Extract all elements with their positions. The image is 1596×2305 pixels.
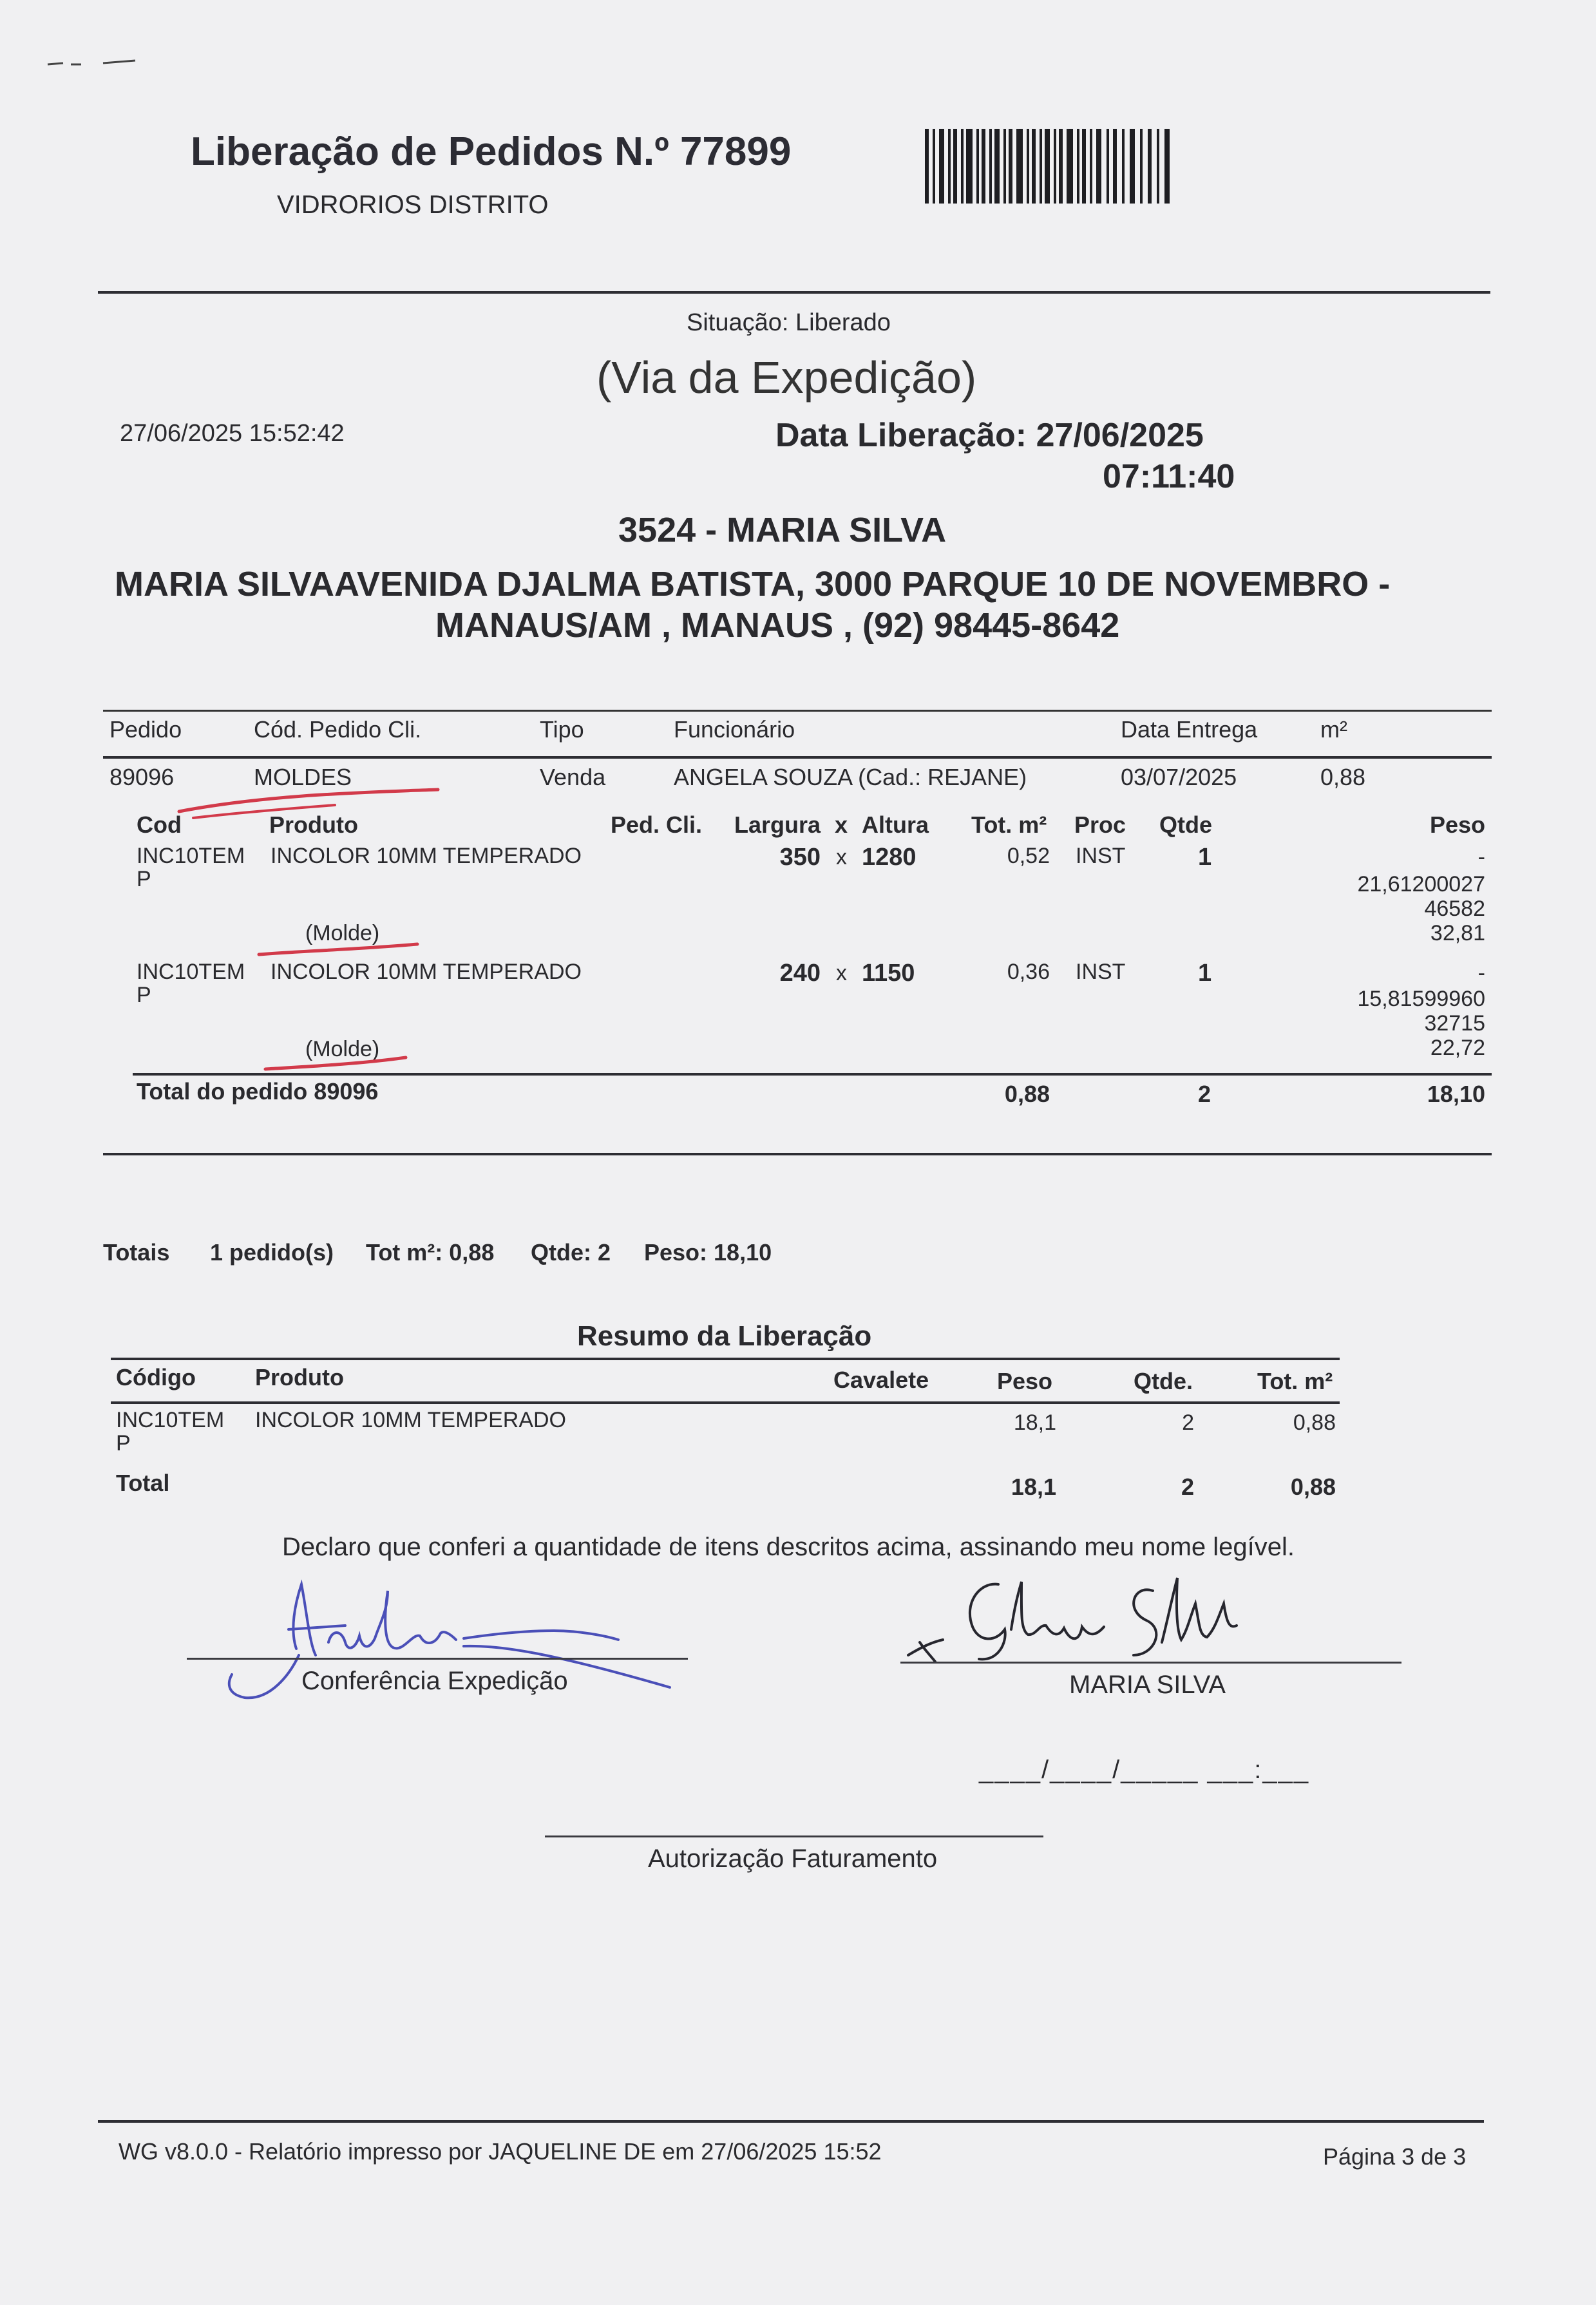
order-pedido-value: 89096 — [109, 764, 175, 790]
item-qtde: 1 — [1198, 844, 1212, 871]
release-time: 07:11:40 — [1103, 458, 1235, 495]
item-note: (Molde) — [305, 1037, 380, 1061]
order-data-entrega-value: 03/07/2025 — [1121, 764, 1237, 790]
items-col-produto: Produto — [269, 811, 358, 838]
items-col-proc: Proc — [1074, 811, 1126, 838]
customer-address-line1: MARIA SILVAAVENIDA DJALMA BATISTA, 3000 PARQUE 10 DE NOVEMBRO - — [115, 565, 1391, 603]
item-cod-line2: P — [137, 867, 151, 891]
left-signature-label: Conferência Expedição — [301, 1667, 568, 1695]
col-cod-pedido-cli: Cód. Pedido Cli. — [254, 716, 422, 743]
summary-col-peso: Peso — [997, 1368, 1053, 1394]
summary-col-tot-m2: Tot. m² — [1257, 1368, 1333, 1394]
printed-datetime: 27/06/2025 15:52:42 — [120, 420, 345, 447]
order-table-header-rule — [103, 756, 1492, 759]
footer-print-info: WG v8.0.0 - Relatório impresso por JAQUELINE DE em 27/06/2025 15:52 — [119, 2138, 882, 2165]
item-cod-line2: P — [137, 983, 151, 1007]
order-total-peso: 18,10 — [1427, 1081, 1485, 1107]
order-table-top-rule — [103, 710, 1492, 712]
summary-qtde: 2 — [1182, 1410, 1194, 1435]
item-cod-line1: INC10TEM — [137, 960, 245, 984]
item-peso-line2: 21,61200027 — [1357, 872, 1485, 896]
items-col-peso: Peso — [1430, 811, 1486, 838]
summary-codigo-line2: P — [116, 1431, 131, 1456]
items-col-ped-cli: Ped. Cli. — [611, 811, 703, 838]
company-name: VIDRORIOS DISTRITO — [277, 191, 549, 219]
header-divider — [98, 291, 1490, 294]
summary-total-label: Total — [116, 1470, 170, 1496]
col-pedido: Pedido — [109, 716, 182, 743]
items-bottom-rule — [103, 1153, 1492, 1155]
item-peso-line4: 22,72 — [1430, 1036, 1485, 1060]
right-signature-label: MARIA SILVA — [1069, 1671, 1226, 1699]
items-col-cod: Cod — [137, 811, 182, 838]
totals-m2: Tot m²: 0,88 — [366, 1239, 495, 1266]
barcode-icon — [925, 129, 1170, 204]
items-col-altura: Altura — [862, 811, 929, 838]
item-x: x — [836, 961, 847, 985]
totals-label: Totais — [103, 1239, 170, 1266]
summary-col-cavalete: Cavalete — [833, 1367, 929, 1393]
item-tot-m2: 0,52 — [1007, 844, 1050, 868]
order-cod-cli-value: MOLDES — [254, 764, 352, 790]
item-qtde: 1 — [1198, 960, 1212, 987]
item-proc: INST — [1076, 844, 1126, 868]
order-tipo-value: Venda — [540, 764, 606, 790]
right-handwritten-signature — [902, 1565, 1262, 1681]
red-pen-underline-molde-2 — [263, 1050, 411, 1076]
authorization-label: Autorização Faturamento — [648, 1845, 938, 1873]
item-peso-line1: - — [1477, 845, 1485, 869]
item-tot-m2: 0,36 — [1007, 960, 1050, 984]
totals-qtde: Qtde: 2 — [531, 1239, 611, 1266]
summary-total-tot-m2: 0,88 — [1290, 1474, 1336, 1500]
summary-col-qtde: Qtde. — [1134, 1368, 1193, 1394]
item-produto: INCOLOR 10MM TEMPERADO — [271, 844, 582, 868]
order-total-qtde: 2 — [1198, 1081, 1211, 1107]
col-data-entrega: Data Entrega — [1121, 716, 1258, 743]
item-produto: INCOLOR 10MM TEMPERADO — [271, 960, 582, 984]
item-proc: INST — [1076, 960, 1126, 984]
col-tipo: Tipo — [540, 716, 584, 743]
totals-pedidos: 1 pedido(s) — [210, 1239, 334, 1266]
summary-title: Resumo da Liberação — [577, 1320, 872, 1352]
document-title: Liberação de Pedidos N.º 77899 — [191, 129, 792, 174]
footer-page-number: Página 3 de 3 — [1323, 2143, 1467, 2170]
summary-total-peso: 18,1 — [1011, 1474, 1056, 1500]
order-total-m2: 0,88 — [1004, 1081, 1050, 1107]
item-largura: 240 — [779, 960, 821, 987]
summary-produto: INCOLOR 10MM TEMPERADO — [255, 1408, 567, 1432]
release-date: Data Liberação: 27/06/2025 — [775, 417, 1204, 454]
status-text: Situação: Liberado — [687, 309, 891, 336]
red-pen-underline-molde-1 — [256, 935, 424, 961]
items-col-qtde: Qtde — [1159, 811, 1213, 838]
totals-peso: Peso: 18,10 — [644, 1239, 772, 1266]
items-col-tot-m2: Tot. m² — [971, 811, 1047, 838]
right-signature-line — [900, 1662, 1401, 1664]
item-peso-line2: 15,81599960 — [1357, 987, 1485, 1011]
item-peso-line3: 46582 — [1424, 896, 1485, 921]
summary-top-rule — [111, 1358, 1340, 1360]
item-peso-line1: - — [1477, 961, 1485, 985]
item-altura: 1280 — [862, 844, 917, 871]
summary-col-codigo: Código — [116, 1364, 196, 1390]
item-largura: 350 — [779, 844, 821, 871]
declaration-text: Declaro que conferi a quantidade de itens descritos acima, assinando meu nome legível. — [282, 1533, 1295, 1561]
items-total-rule — [133, 1073, 1492, 1076]
order-m2-value: 0,88 — [1320, 764, 1366, 790]
item-peso-line4: 32,81 — [1430, 921, 1485, 945]
col-m2: m² — [1320, 716, 1347, 743]
summary-codigo-line1: INC10TEM — [116, 1408, 225, 1432]
item-altura: 1150 — [862, 960, 915, 987]
col-funcionario: Funcionário — [674, 716, 795, 743]
customer-title: 3524 - MARIA SILVA — [618, 511, 947, 549]
order-funcionario-value: ANGELA SOUZA (Cad.: REJANE) — [674, 764, 1027, 790]
summary-col-produto: Produto — [255, 1364, 344, 1390]
copy-type-label: (Via da Expedição) — [596, 352, 977, 403]
customer-address-line2: MANAUS/AM , MANAUS , (92) 98445-8642 — [435, 606, 1120, 645]
item-x: x — [836, 845, 847, 869]
summary-total-qtde: 2 — [1181, 1474, 1194, 1500]
footer-rule — [98, 2120, 1484, 2123]
scan-mark — [45, 57, 142, 70]
left-signature-line — [187, 1658, 688, 1660]
order-total-label: Total do pedido 89096 — [137, 1078, 379, 1105]
summary-header-rule — [111, 1401, 1340, 1404]
items-col-x: x — [835, 811, 848, 838]
authorization-line — [545, 1835, 1043, 1837]
item-peso-line3: 32715 — [1424, 1011, 1485, 1036]
item-note: (Molde) — [305, 921, 380, 945]
item-cod-line1: INC10TEM — [137, 844, 245, 868]
summary-tot-m2: 0,88 — [1293, 1410, 1336, 1435]
items-col-largura: Largura — [734, 811, 821, 838]
date-time-blank: ____/____/_____ ___:___ — [979, 1756, 1310, 1784]
summary-peso: 18,1 — [1013, 1410, 1056, 1435]
